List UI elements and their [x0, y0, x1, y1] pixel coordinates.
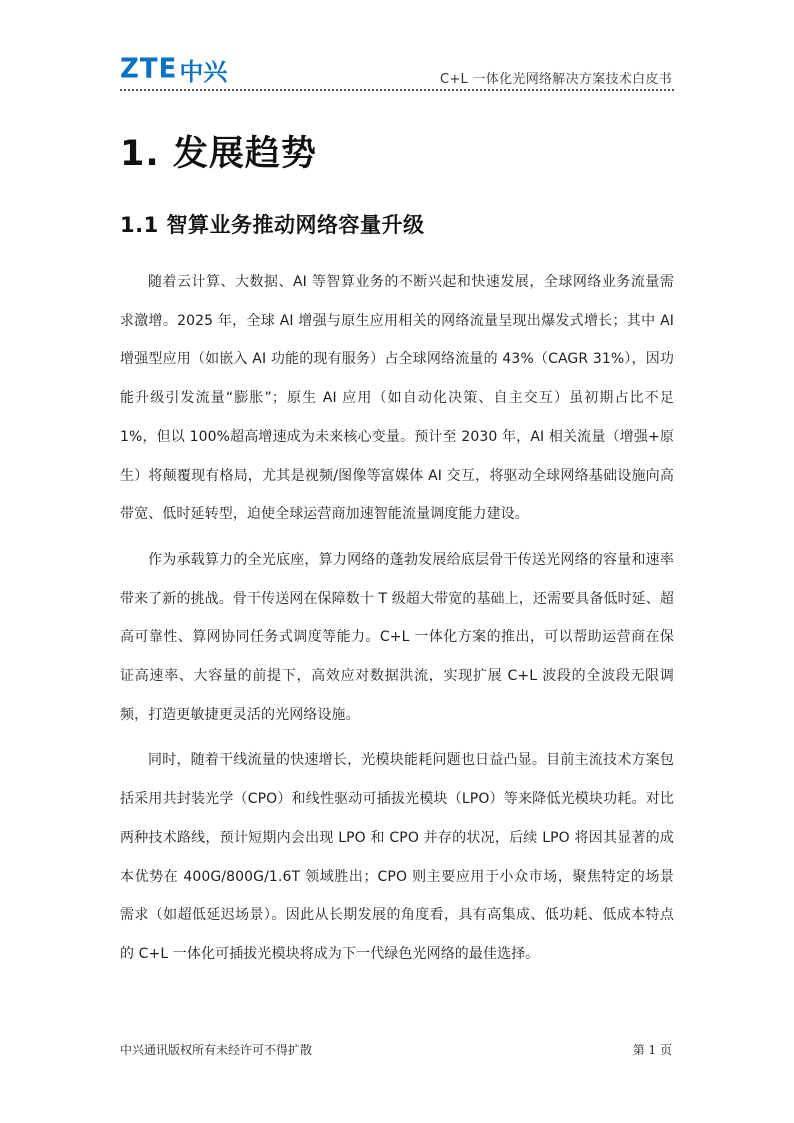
paragraph-3: 同时，随着干线流量的快速增长，光模块能耗问题也日益凸显。目前主流技术方案包括采用共封装光学（CPO）和线性驱动可插拔光模块（LPO）等来降低光模块功耗。对比两种技术路线，预计短期内会出现 LPO 和 CPO 并存的状况，后续 LPO 将因其显著的成本优势在 400G/800G/1.6T 领域胜出；CPO 则主要应用于小众市场，聚焦特定的场景需求（如超低延迟场景）。因此从长期发展的角度看，具有高集成、低功耗、低成本特点的 C+L 一体化可插拔光模块将成为下一代绿色光网络的最佳选择。	[120, 752, 674, 962]
body-text	[120, 263, 674, 981]
paragraph-2: 作为承载算力的全光底座，算力网络的蓬勃发展给底层骨干传送光网络的容量和速率带来了新的挑战。骨干传送网在保障数十 T 级超大带宽的基础上，还需要具备低时延、超高可靠性、算网协同任务式调度等能力。C+L 一体化方案的推出，可以帮助运营商在保证高速率、大容量的前提下，高效应对数据洪流，实现扩展 C+L 波段的全波段无限调频，打造更敏捷更灵活的光网络设施。	[120, 551, 674, 723]
zte-logo	[120, 52, 227, 86]
chapter-heading: 1. 发展趋势	[120, 134, 317, 174]
logo-latin-text: ZTE	[120, 53, 178, 85]
footer-copyright: 中兴通讯版权所有未经许可不得扩散	[120, 1043, 313, 1057]
footer-page-number: 第 1 页	[632, 1043, 672, 1057]
paragraph-1: 随着云计算、大数据、AI 等智算业务的不断兴起和快速发展，全球网络业务流量需求激增。2025 年，全球 AI 增强与原生应用相关的网络流量呈现出爆发式增长；其中 AI 增强型应用（如嵌入 AI 功能的现有服务）占全球网络流量的 43%（CAGR 31%），因功能升级引发流量“膨胀”；原生 AI 应用（如自动化决策、自主交互）虽初期占比不足 1%，但以 100%超高增速成为未来核心变量。预计至 2030 年，AI 相关流量（增强+原生）将颠覆现有格局，尤其是视频/图像等富媒体 AI 交互，将驱动全球网络基础设施向高带宽、低时延转型，迫使全球运营商加速智能流量调度能力建设。	[120, 274, 674, 523]
section-heading: 1.1 智算业务推动网络容量升级	[120, 213, 425, 237]
document-title: C+L 一体化光网络解决方案技术白皮书	[439, 72, 672, 87]
logo-chinese-text: 中兴	[179, 57, 228, 86]
header-divider	[120, 89, 674, 91]
